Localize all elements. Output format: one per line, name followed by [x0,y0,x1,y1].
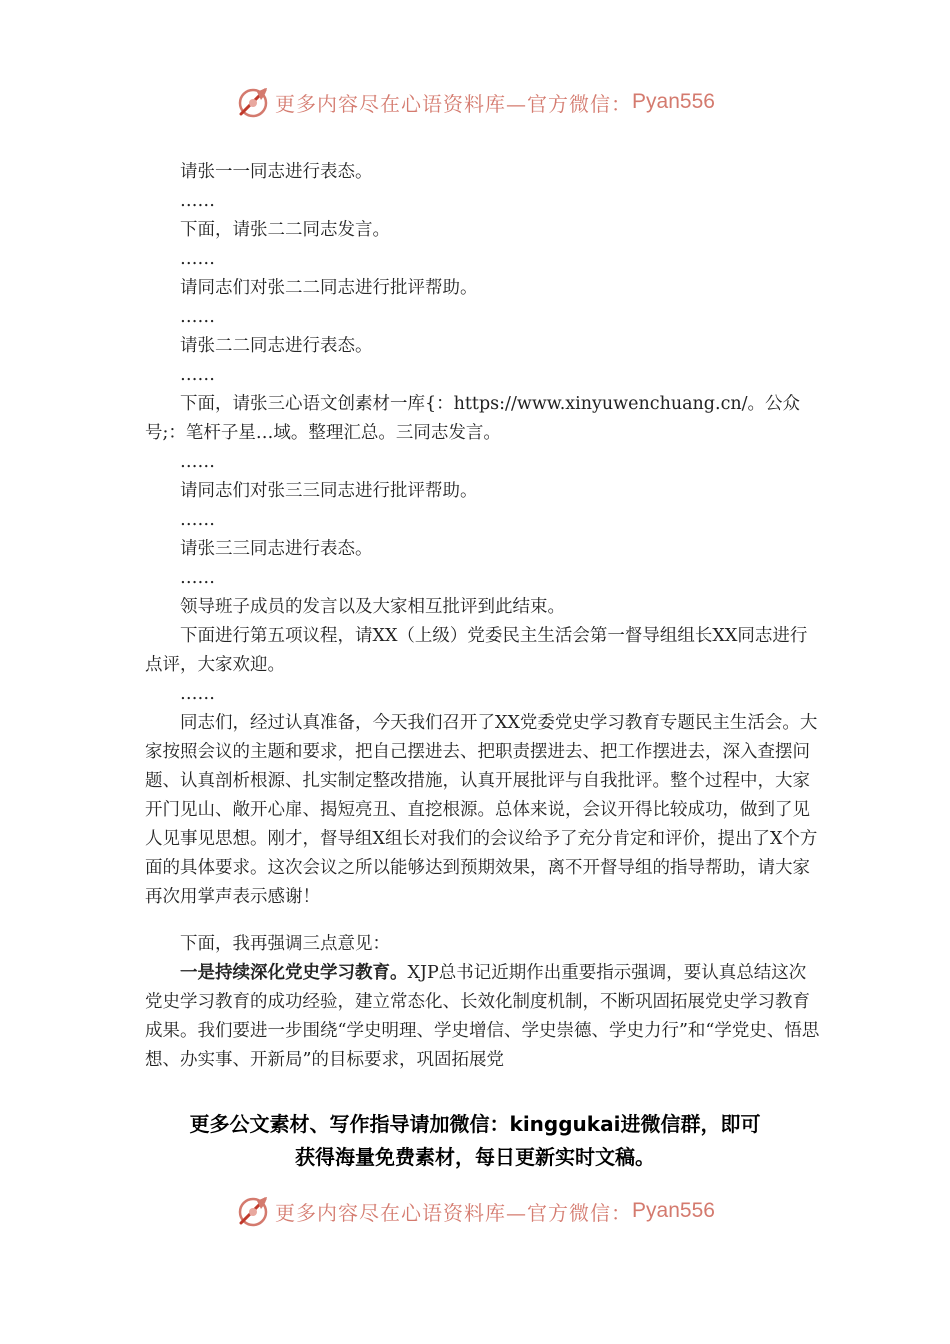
paragraph: 请同志们对张二二同志进行批评帮助。 [180,278,478,298]
ellipsis: …… [180,365,215,385]
ellipsis: …… [180,568,215,588]
header-brand [0,82,950,122]
ellipsis: …… [180,249,215,269]
ellipsis: …… [180,452,215,472]
promo-line: 获得海量免费素材，每日更新实时文稿。 [295,1145,655,1169]
point-one-body: XJP总书记近期作出重要指示强调，要认真总结这次党史学习教育的成功经验，建立常态化、长效化制度机制，不断巩固拓展党史学习教育成果。我们要进一步围绕“学史明理、学史增信、学史崇德、学史力行”和“学党史、悟思想、办实事、开新局”的目标要求，巩固拓展党 [145,963,820,1070]
paragraph-gap [145,912,820,930]
footer-brand-text: 更多内容尽在心语资料库—官方微信： [275,1200,633,1225]
promo-line: 更多公文素材、写作指导请加微信：kinggukai进微信群，即可 [189,1112,761,1136]
quill-logo-icon [235,84,271,120]
paragraph: 请同志们对张三三同志进行批评帮助。 [180,481,478,501]
quill-logo-icon [235,1193,271,1229]
point-one [145,959,820,1075]
promo-banner [0,1108,950,1174]
paragraph: 领导班子成员的发言以及大家相互批评到此结束。 [180,597,565,617]
ellipsis: …… [180,191,215,211]
point-one-heading: 一是持续深化党史学习教育。 [180,963,408,983]
ellipsis: …… [180,684,215,704]
ellipsis: …… [180,307,215,327]
section-intro: 下面，我再强调三点意见： [180,934,390,954]
paragraph: 下面，请张二二同志发言。 [180,220,390,240]
footer-brand-account: Pyan556 [632,1199,715,1222]
paragraph: 请张二二同志进行表态。 [180,336,373,356]
paragraph: 请张一一同志进行表态。 [180,162,373,182]
ellipsis: …… [180,510,215,530]
header-brand-text: 更多内容尽在心语资料库—官方微信： [275,91,633,116]
document-body [145,158,820,1075]
footer-brand [0,1191,950,1231]
paragraph: 下面，请张三心语文创素材一库{：https://www.xinyuwenchuang.cn/。公众号;：笔杆子星…域。整理汇总。三同志发言。 [145,394,801,443]
header-brand-account: Pyan556 [632,90,715,113]
paragraph: 下面进行第五项议程，请XX（上级）党委民主生活会第一督导组组长XX同志进行点评，大家欢迎。 [145,626,808,675]
paragraph: 同志们，经过认真准备，今天我们召开了XX党委党史学习教育专题民主生活会。大家按照会议的主题和要求，把自己摆进去、把职责摆进去、把工作摆进去，深入查摆问题、认真剖析根源、扎实制定整改措施，认真开展批评与自我批评。整个过程中，大家开门见山、敞开心扉、揭短亮丑、直挖根源。总体来说，会议开得比较成功，做到了见人见事见思想。刚才，督导组X组长对我们的会议给予了充分肯定和评价，提出了X个方面的具体要求。这次会议之所以能够达到预期效果，离不开督导组的指导帮助，请大家再次用掌声表示感谢！ [145,713,818,907]
paragraph: 请张三三同志进行表态。 [180,539,373,559]
